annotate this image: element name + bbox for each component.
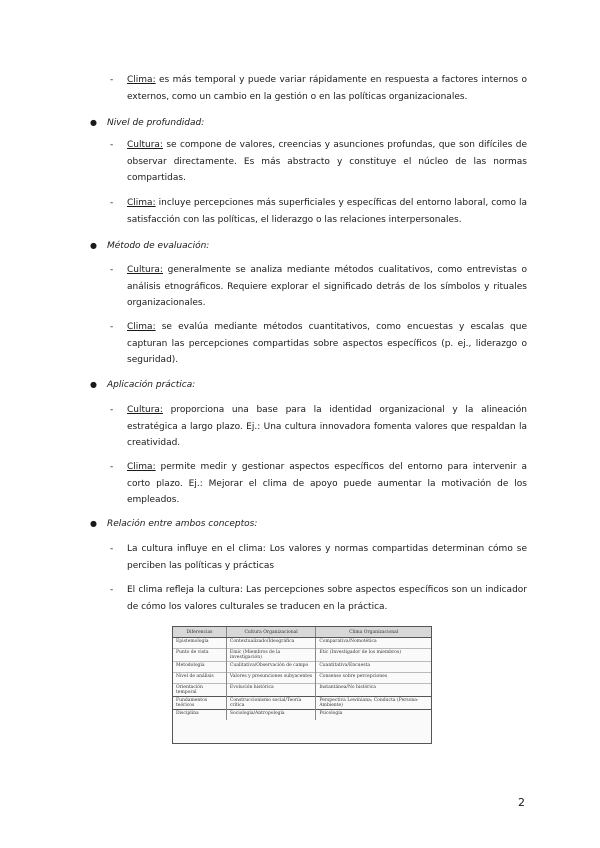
section-heading-text: Aplicación práctica: (107, 380, 196, 390)
list-item-text: generalmente se analiza mediante métodos cualitativos, como entrevistas o análisis etnográficos. Requiere explorar el significado detrás de los símbolos y rituales organizacionales. (127, 265, 527, 308)
bullet-marker: ● (90, 241, 97, 250)
section-heading-text: Nivel de profundidad: (107, 118, 205, 128)
table-cell: Consenso sobre percepciones (316, 673, 431, 684)
table-cell: Disciplina (173, 710, 226, 721)
table-cell: Psicología (316, 710, 431, 721)
bullet-marker: ● (90, 519, 97, 528)
list-item-term: Cultura: (127, 405, 163, 415)
dash-marker: - (110, 322, 114, 332)
table-cell: Orientación temporal (173, 684, 226, 697)
table-cell: Cualitativa/Observación de campo (226, 662, 315, 673)
list-item-text: permite medir y gestionar aspectos específicos del entorno para intervenir a corto plazo. Ej.: Mejorar el clima de apoyo puede aumentar la motivación de los empleados. (127, 462, 527, 505)
list-item-text: La cultura influye en el clima: Los valores y normas compartidas determinan cómo se perciben las políticas y prácticas (127, 544, 527, 571)
dash-marker: - (110, 198, 114, 208)
section-heading (90, 115, 204, 131)
comparison-table-image (172, 626, 432, 744)
list-item (110, 582, 527, 615)
section-heading-text: Relación entre ambos conceptos: (107, 519, 258, 529)
table-row (173, 649, 431, 662)
table-cell: Evolución histórica (226, 684, 315, 697)
table-cell: Instantánea/No histórica (316, 684, 431, 697)
table-cell: Etic (Investigador de los miembros) (316, 649, 431, 662)
list-item (110, 137, 527, 187)
table-cell: Sociología/Antropología (226, 710, 315, 721)
table-cell: Nivel de análisis (173, 673, 226, 684)
list-item-text: se compone de valores, creencias y asunciones profundas, que son difíciles de observar directamente. Es más abstracto y constituye el núcleo de las normas compartidas. (127, 140, 527, 183)
section-heading (90, 377, 195, 393)
bullet-marker: ● (90, 118, 97, 127)
list-item-text: se evalúa mediante métodos cuantitativos, como encuestas y escalas que capturan las percepciones compartidas sobre aspectos específicos (p. ej., liderazgo o seguridad). (127, 322, 527, 365)
table-cell: Contextualizado/Ideográfica (226, 638, 315, 649)
list-item-text: es más temporal y puede variar rápidamente en respuesta a factores internos o externos, como un cambio en la gestión o en las políticas organizacionales. (127, 75, 527, 102)
table-cell: Perspectiva Lewiniana; Conducta (Persona-Ambiente) (316, 697, 431, 710)
list-item (110, 402, 527, 452)
list-item-text: El clima refleja la cultura: Las percepciones sobre aspectos específicos son un indicador de cómo los valores culturales se traducen en la práctica. (127, 585, 527, 612)
table-row (173, 697, 431, 710)
list-item (110, 72, 527, 105)
list-item (110, 319, 527, 369)
list-item-text: incluye percepciones más superficiales y específicas del entorno laboral, como la satisfacción con las políticas, el liderazgo o las relaciones interpersonales. (127, 198, 527, 225)
list-item (110, 262, 527, 312)
table-header-cell: Clima Organizacional (316, 627, 431, 638)
table-row (173, 710, 431, 721)
table-cell: Metodología (173, 662, 226, 673)
list-item-term: Clima: (127, 198, 156, 208)
dash-marker: - (110, 462, 114, 472)
list-item-text: proporciona una base para la identidad organizacional y la alineación estratégica a largo plazo. Ej.: Una cultura innovadora fomenta valores que respaldan la creatividad. (127, 405, 527, 448)
table-cell: Fundamentos teóricos (173, 697, 226, 710)
list-item-term: Cultura: (127, 140, 163, 150)
section-heading-text: Método de evaluación: (107, 241, 210, 251)
table-header-row (173, 627, 431, 638)
list-item-term: Cultura: (127, 265, 163, 275)
section-heading (90, 516, 257, 532)
table-row (173, 673, 431, 684)
dash-marker: - (110, 405, 114, 415)
page-number: 2 (518, 796, 525, 809)
list-item (110, 459, 527, 509)
list-item-term: Clima: (127, 322, 156, 332)
table-cell: Punto de vista (173, 649, 226, 662)
table-header-cell: Diferencias (173, 627, 226, 638)
table-header-cell: Cultura Organizacional (226, 627, 315, 638)
dash-marker: - (110, 544, 114, 554)
table-cell: Construccionismo social/Teoría crítica (226, 697, 315, 710)
list-item-term: Clima: (127, 462, 156, 472)
bullet-marker: ● (90, 380, 97, 389)
list-item (110, 195, 527, 228)
comparison-table (173, 627, 431, 720)
dash-marker: - (110, 140, 114, 150)
list-item-term: Clima: (127, 75, 156, 85)
table-row (173, 662, 431, 673)
table-row (173, 684, 431, 697)
list-item (110, 541, 527, 574)
dash-marker: - (110, 585, 114, 595)
dash-marker: - (110, 75, 114, 85)
table-cell: Cuantitativa/Encuesta (316, 662, 431, 673)
table-cell: Comparativa/Nomotética (316, 638, 431, 649)
table-row (173, 638, 431, 649)
table-cell: Valores y presunciones subyacentes (226, 673, 315, 684)
table-cell: Epistemología (173, 638, 226, 649)
section-heading (90, 238, 209, 254)
dash-marker: - (110, 265, 114, 275)
table-cell: Emic (Miembros de la investigación) (226, 649, 315, 662)
